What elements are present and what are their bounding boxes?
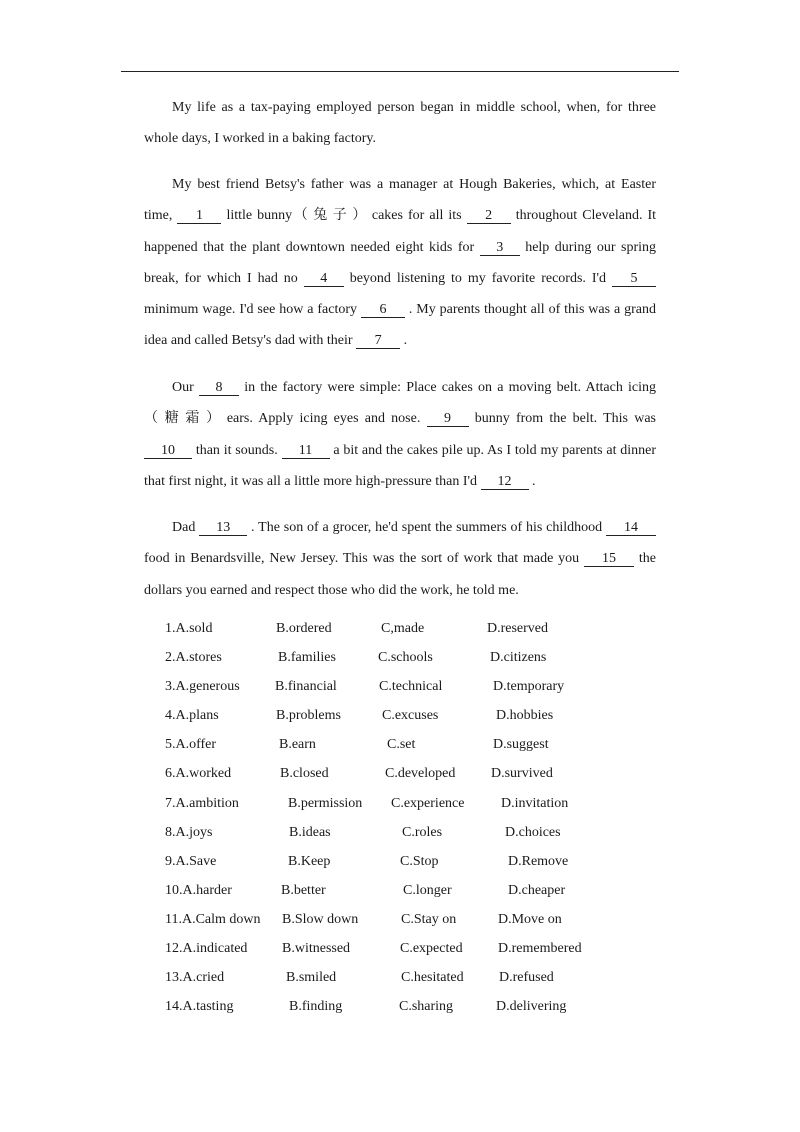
option-c: C.roles: [402, 824, 443, 840]
paragraph-2: My best friend Betsy's father was a manager at Hough Bakeries, which, at Easter time, 1 little bunny（兔子）cakes for all its 2 throughout Cleveland. It happened that the plant downtown needed eight kids for 3 help during our spring break, for which I had no 4 beyond listening to my favorite records. I'd 5 minimum wage. I'd see how a factory 6 . My parents thought all of this was a grand idea and called Betsy's dad with their 7 .: [144, 177, 657, 349]
option-d: D.Remove: [508, 853, 569, 869]
blank-7: 7: [356, 334, 400, 349]
option-row: [165, 970, 645, 999]
blank-4: 4: [304, 272, 344, 287]
option-row: [165, 737, 645, 766]
option-row: [165, 941, 645, 970]
option-c: C.expected: [400, 941, 463, 957]
option-row: [165, 679, 645, 708]
option-b: B.financial: [275, 679, 337, 695]
option-row: [165, 912, 645, 941]
option-a: 7.A.ambition: [165, 795, 239, 811]
option-b: B.smiled: [286, 970, 337, 986]
option-c: C.Stay on: [401, 911, 457, 927]
option-c: C,made: [381, 621, 425, 636]
option-d: D.refused: [499, 970, 554, 986]
answer-options: [165, 621, 645, 1028]
paragraph-1: My life as a tax-paying employed person began in middle school, when, for three whole days, I worked in a baking factory.: [144, 100, 656, 147]
option-c: C.Stop: [400, 853, 439, 869]
option-d: D.cheaper: [508, 882, 566, 898]
option-a: 14.A.tasting: [165, 999, 234, 1015]
option-a: 5.A.offer: [165, 737, 217, 753]
option-d: D.Move on: [498, 911, 562, 927]
option-b: B.families: [278, 650, 336, 666]
option-b: B.finding: [289, 999, 343, 1015]
option-a: 12.A.indicated: [165, 941, 248, 957]
blank-8: 8: [199, 381, 239, 396]
option-c: C.developed: [385, 766, 456, 782]
option-a: 10.A.harder: [165, 882, 232, 898]
option-b: B.problems: [276, 708, 341, 724]
blank-6: 6: [361, 303, 405, 318]
option-a: 4.A.plans: [165, 708, 219, 724]
option-row: [165, 796, 645, 825]
option-d: D.remembered: [498, 941, 582, 957]
option-row: [165, 825, 645, 854]
option-row: [165, 854, 645, 883]
blank-12: 12: [481, 475, 529, 490]
header-rule: [121, 71, 679, 72]
option-d: D.choices: [505, 824, 561, 840]
option-b: B.ideas: [289, 824, 331, 840]
blank-15: 15: [584, 552, 634, 567]
blank-10: 10: [144, 444, 192, 459]
option-d: D.survived: [491, 766, 553, 782]
option-c: C.longer: [403, 882, 452, 898]
option-row: [165, 766, 645, 795]
option-a: 11.A.Calm down: [165, 911, 261, 927]
option-d: D.delivering: [496, 999, 567, 1015]
option-d: D.invitation: [501, 795, 569, 811]
option-row: [165, 621, 645, 650]
blank-11: 11: [282, 444, 330, 459]
blank-1: 1: [177, 209, 221, 224]
option-d: D.reserved: [487, 621, 549, 636]
option-a: 9.A.Save: [165, 853, 217, 869]
blank-13: 13: [199, 521, 247, 536]
blank-5: 5: [612, 272, 656, 287]
option-c: C.technical: [379, 679, 443, 695]
option-c: C.sharing: [399, 999, 454, 1015]
option-d: D.suggest: [493, 737, 549, 753]
option-c: C.schools: [378, 650, 433, 666]
paragraph-3: Our 8 in the factory were simple: Place cakes on a moving belt. Attach icing（糖霜）ears. Apply icing eyes and nose. 9 bunny from the belt. This was 10 than it sounds. 11 a bit and the cakes pile up. As I told my parents at dinner that first night, it was all a little more high-pressure than I'd 12 .: [144, 380, 657, 489]
option-b: B.Slow down: [282, 911, 359, 927]
option-a: 13.A.cried: [165, 970, 225, 986]
option-b: B.Keep: [288, 853, 331, 869]
option-a: 6.A.worked: [165, 766, 232, 782]
option-b: B.ordered: [276, 621, 332, 636]
option-b: B.earn: [279, 737, 316, 753]
option-row: [165, 883, 645, 912]
option-a: 2.A.stores: [165, 650, 222, 666]
blank-9: 9: [427, 412, 469, 427]
option-a: 3.A.generous: [165, 679, 240, 695]
option-d: D.temporary: [493, 679, 565, 695]
blank-14: 14: [606, 521, 656, 536]
option-row: [165, 999, 645, 1028]
option-c: C.hesitated: [401, 970, 464, 986]
option-a: 1.A.sold: [165, 621, 213, 636]
option-row: [165, 650, 645, 679]
blank-2: 2: [467, 209, 511, 224]
option-b: B.witnessed: [282, 941, 351, 957]
option-row: [165, 708, 645, 737]
option-c: C.experience: [391, 795, 465, 811]
blank-3: 3: [480, 241, 520, 256]
paragraph-4: Dad 13 . The son of a grocer, he'd spent the summers of his childhood 14 food in Benardsville, New Jersey. This was the sort of work that made you 15 the dollars you earned and respect those who did the work, he told me.: [144, 520, 656, 598]
option-a: 8.A.joys: [165, 824, 213, 840]
option-c: C.set: [387, 737, 416, 753]
option-c: C.excuses: [382, 708, 439, 724]
option-b: B.permission: [288, 795, 363, 811]
option-d: D.hobbies: [496, 708, 554, 724]
option-b: B.better: [281, 882, 326, 898]
option-d: D.citizens: [490, 650, 547, 666]
option-b: B.closed: [280, 766, 329, 782]
